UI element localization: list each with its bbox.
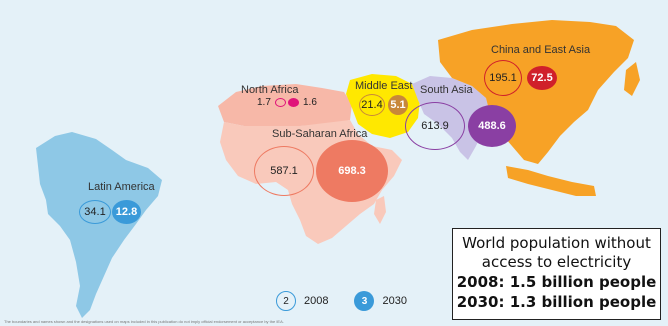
footnote: The boundaries and names shown and the designations used on maps included in this publication do not imply official endorsement or acceptance by the IEA. bbox=[4, 319, 284, 324]
bubble-2008-china-east-asia: 195.1 bbox=[484, 60, 522, 96]
legend-symbol-2008: 2 bbox=[276, 291, 296, 311]
region-label-sub-saharan-africa: Sub-Saharan Africa bbox=[272, 128, 368, 140]
region-label-china-east-asia: China and East Asia bbox=[491, 44, 591, 56]
bubble-2030-middle-east: 5.1 bbox=[388, 95, 408, 115]
bubble-2008-latin-america: 34.1 bbox=[79, 200, 111, 224]
region-southeast-asia-islands bbox=[506, 166, 596, 196]
bubble-2008-sub-saharan-africa: 587.1 bbox=[254, 146, 314, 196]
legend bbox=[276, 290, 407, 312]
summary-stat-2008: 2008: 1.5 billion people bbox=[456, 273, 657, 291]
region-label-north-africa: North Africa bbox=[241, 84, 299, 96]
bubble-2008-south-asia: 613.9 bbox=[405, 102, 465, 150]
legend-symbol-2030: 3 bbox=[354, 291, 374, 311]
region-label-latin-america: Latin America bbox=[88, 181, 155, 193]
bubble-2030-north-africa bbox=[288, 98, 299, 107]
region-latin-america bbox=[36, 132, 162, 318]
bubble-2030-china-east-asia: 72.5 bbox=[527, 66, 557, 90]
bubble-2008-north-africa bbox=[275, 98, 286, 107]
bubble-2008-middle-east: 21.4 bbox=[359, 94, 385, 116]
region-label-middle-east: Middle East bbox=[355, 80, 413, 92]
value-2030-north-africa: 1.6 bbox=[303, 97, 317, 108]
region-japan bbox=[624, 62, 640, 96]
summary-line-1: World population without bbox=[462, 234, 651, 252]
bubble-2030-south-asia: 488.6 bbox=[468, 105, 516, 147]
legend-label-2030: 2030 bbox=[382, 295, 407, 307]
region-label-south-asia: South Asia bbox=[420, 84, 473, 96]
summary-stat-2030: 2030: 1.3 billion people bbox=[456, 293, 657, 311]
bubble-2030-latin-america: 12.8 bbox=[112, 200, 141, 224]
value-2008-north-africa: 1.7 bbox=[257, 97, 271, 108]
summary-line-2: access to electricity bbox=[481, 253, 632, 271]
summary-box bbox=[452, 228, 661, 320]
bubble-2030-sub-saharan-africa: 698.3 bbox=[316, 140, 388, 202]
legend-label-2008: 2008 bbox=[304, 295, 329, 307]
